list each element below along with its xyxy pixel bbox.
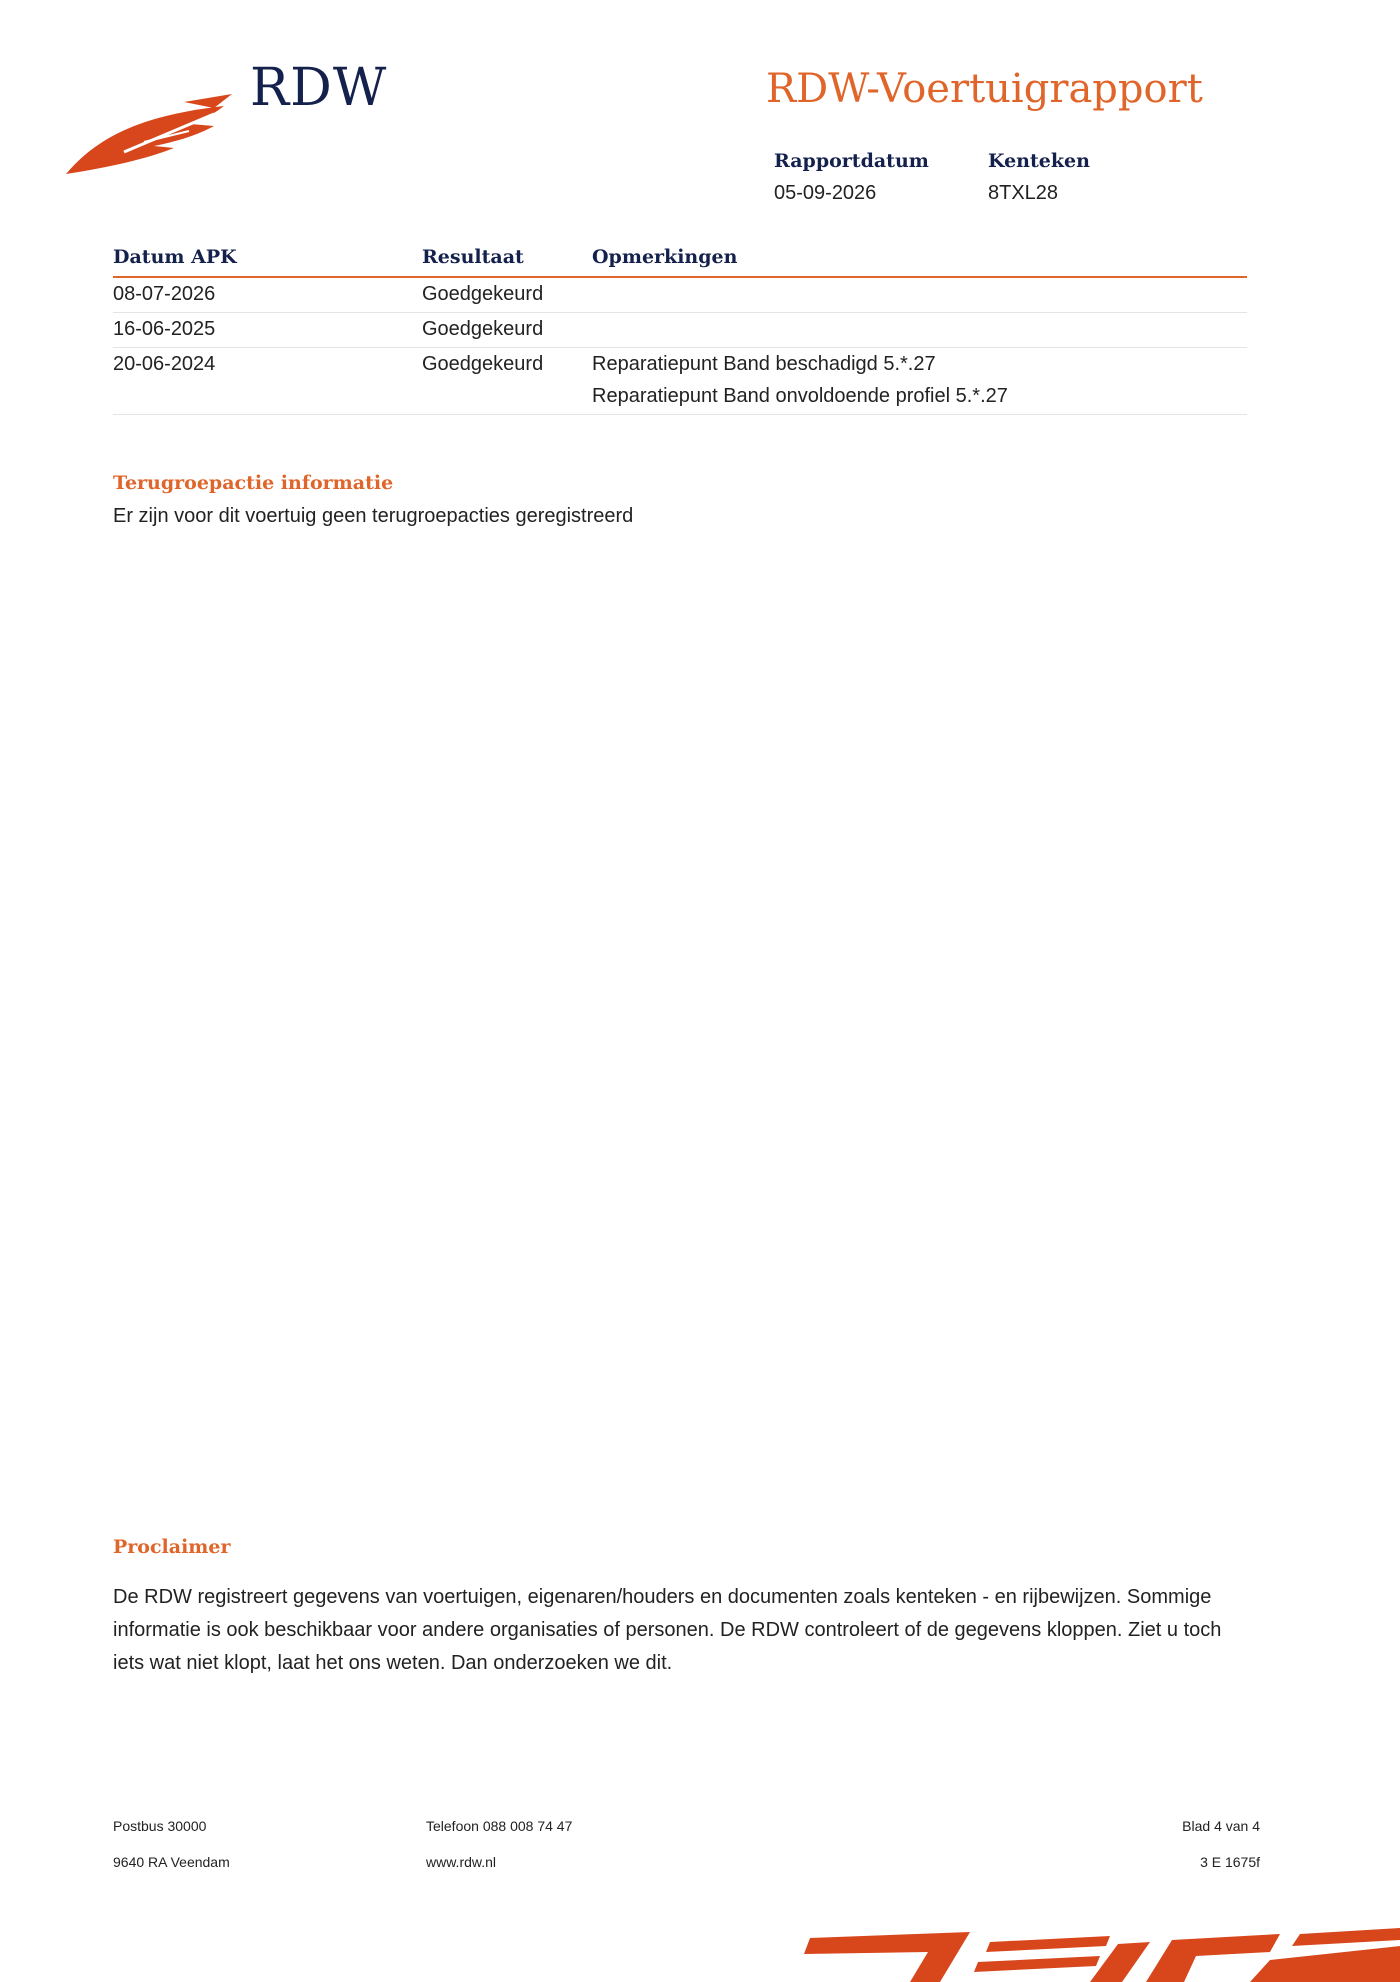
- report-date-block: [774, 150, 929, 205]
- cell-date: 16-06-2025: [113, 313, 422, 348]
- cell-date: 20-06-2024: [113, 348, 422, 415]
- cell-remarks: [592, 277, 1247, 313]
- footer-city: 9640 RA Veendam: [113, 1854, 230, 1870]
- table-row: [113, 277, 1247, 313]
- report-date-value: 05-09-2026: [774, 182, 877, 204]
- cell-result: Goedgekeurd: [422, 313, 592, 348]
- table-row: [113, 313, 1247, 348]
- proclaimer-heading: Proclaimer: [113, 1536, 231, 1558]
- rdw-leaf-icon: [64, 86, 234, 176]
- plate-value: 8TXL28: [988, 182, 1059, 204]
- table-row: [113, 348, 1247, 415]
- proclaimer-text: De RDW registreert gegevens van voertuigen, eigenaren/houders en documenten zoals kenteken - en rijbewijzen. Sommige informatie is ook beschikbaar voor andere organisaties of personen. De RDW controleert of de gegevens kloppen. Ziet u toch iets wat niet klopt, laat het ons weten. Dan onderzoeken we dit.: [113, 1586, 1222, 1674]
- recall-heading: Terugroepactie informatie: [113, 472, 394, 494]
- report-date-label: Rapportdatum: [774, 150, 929, 172]
- footer-stripes-graphic: [800, 1924, 1400, 1982]
- table-header-row: [113, 246, 1247, 277]
- footer-website[interactable]: www.rdw.nl: [426, 1854, 497, 1870]
- report-title: RDW-Voertuigrapport: [766, 66, 1203, 112]
- cell-result: Goedgekeurd: [422, 348, 592, 415]
- column-header-result: Resultaat: [422, 246, 592, 277]
- cell-remarks: [592, 313, 1247, 348]
- footer-phone: Telefoon 088 008 74 47: [426, 1818, 573, 1834]
- remark-line: Reparatiepunt Band onvoldoende profiel 5.*.27: [592, 385, 1008, 407]
- cell-date: 08-07-2026: [113, 277, 422, 313]
- logo-text: RDW: [250, 58, 388, 118]
- plate-label: Kenteken: [988, 150, 1090, 172]
- cell-result: Goedgekeurd: [422, 277, 592, 313]
- footer-postbus: Postbus 30000: [113, 1818, 207, 1834]
- plate-block: [988, 150, 1090, 205]
- footer-page-number: Blad 4 van 4: [1182, 1818, 1260, 1834]
- footer-code: 3 E 1675f: [1200, 1854, 1260, 1870]
- rdw-logo: [64, 58, 388, 178]
- apk-history-table: [113, 246, 1247, 415]
- cell-remarks: [592, 348, 1247, 415]
- column-header-date: Datum APK: [113, 246, 422, 277]
- recall-text: Er zijn voor dit voertuig geen terugroepacties geregistreerd: [113, 505, 634, 527]
- column-header-remarks: Opmerkingen: [592, 246, 1247, 277]
- remark-line: Reparatiepunt Band beschadigd 5.*.27: [592, 353, 936, 375]
